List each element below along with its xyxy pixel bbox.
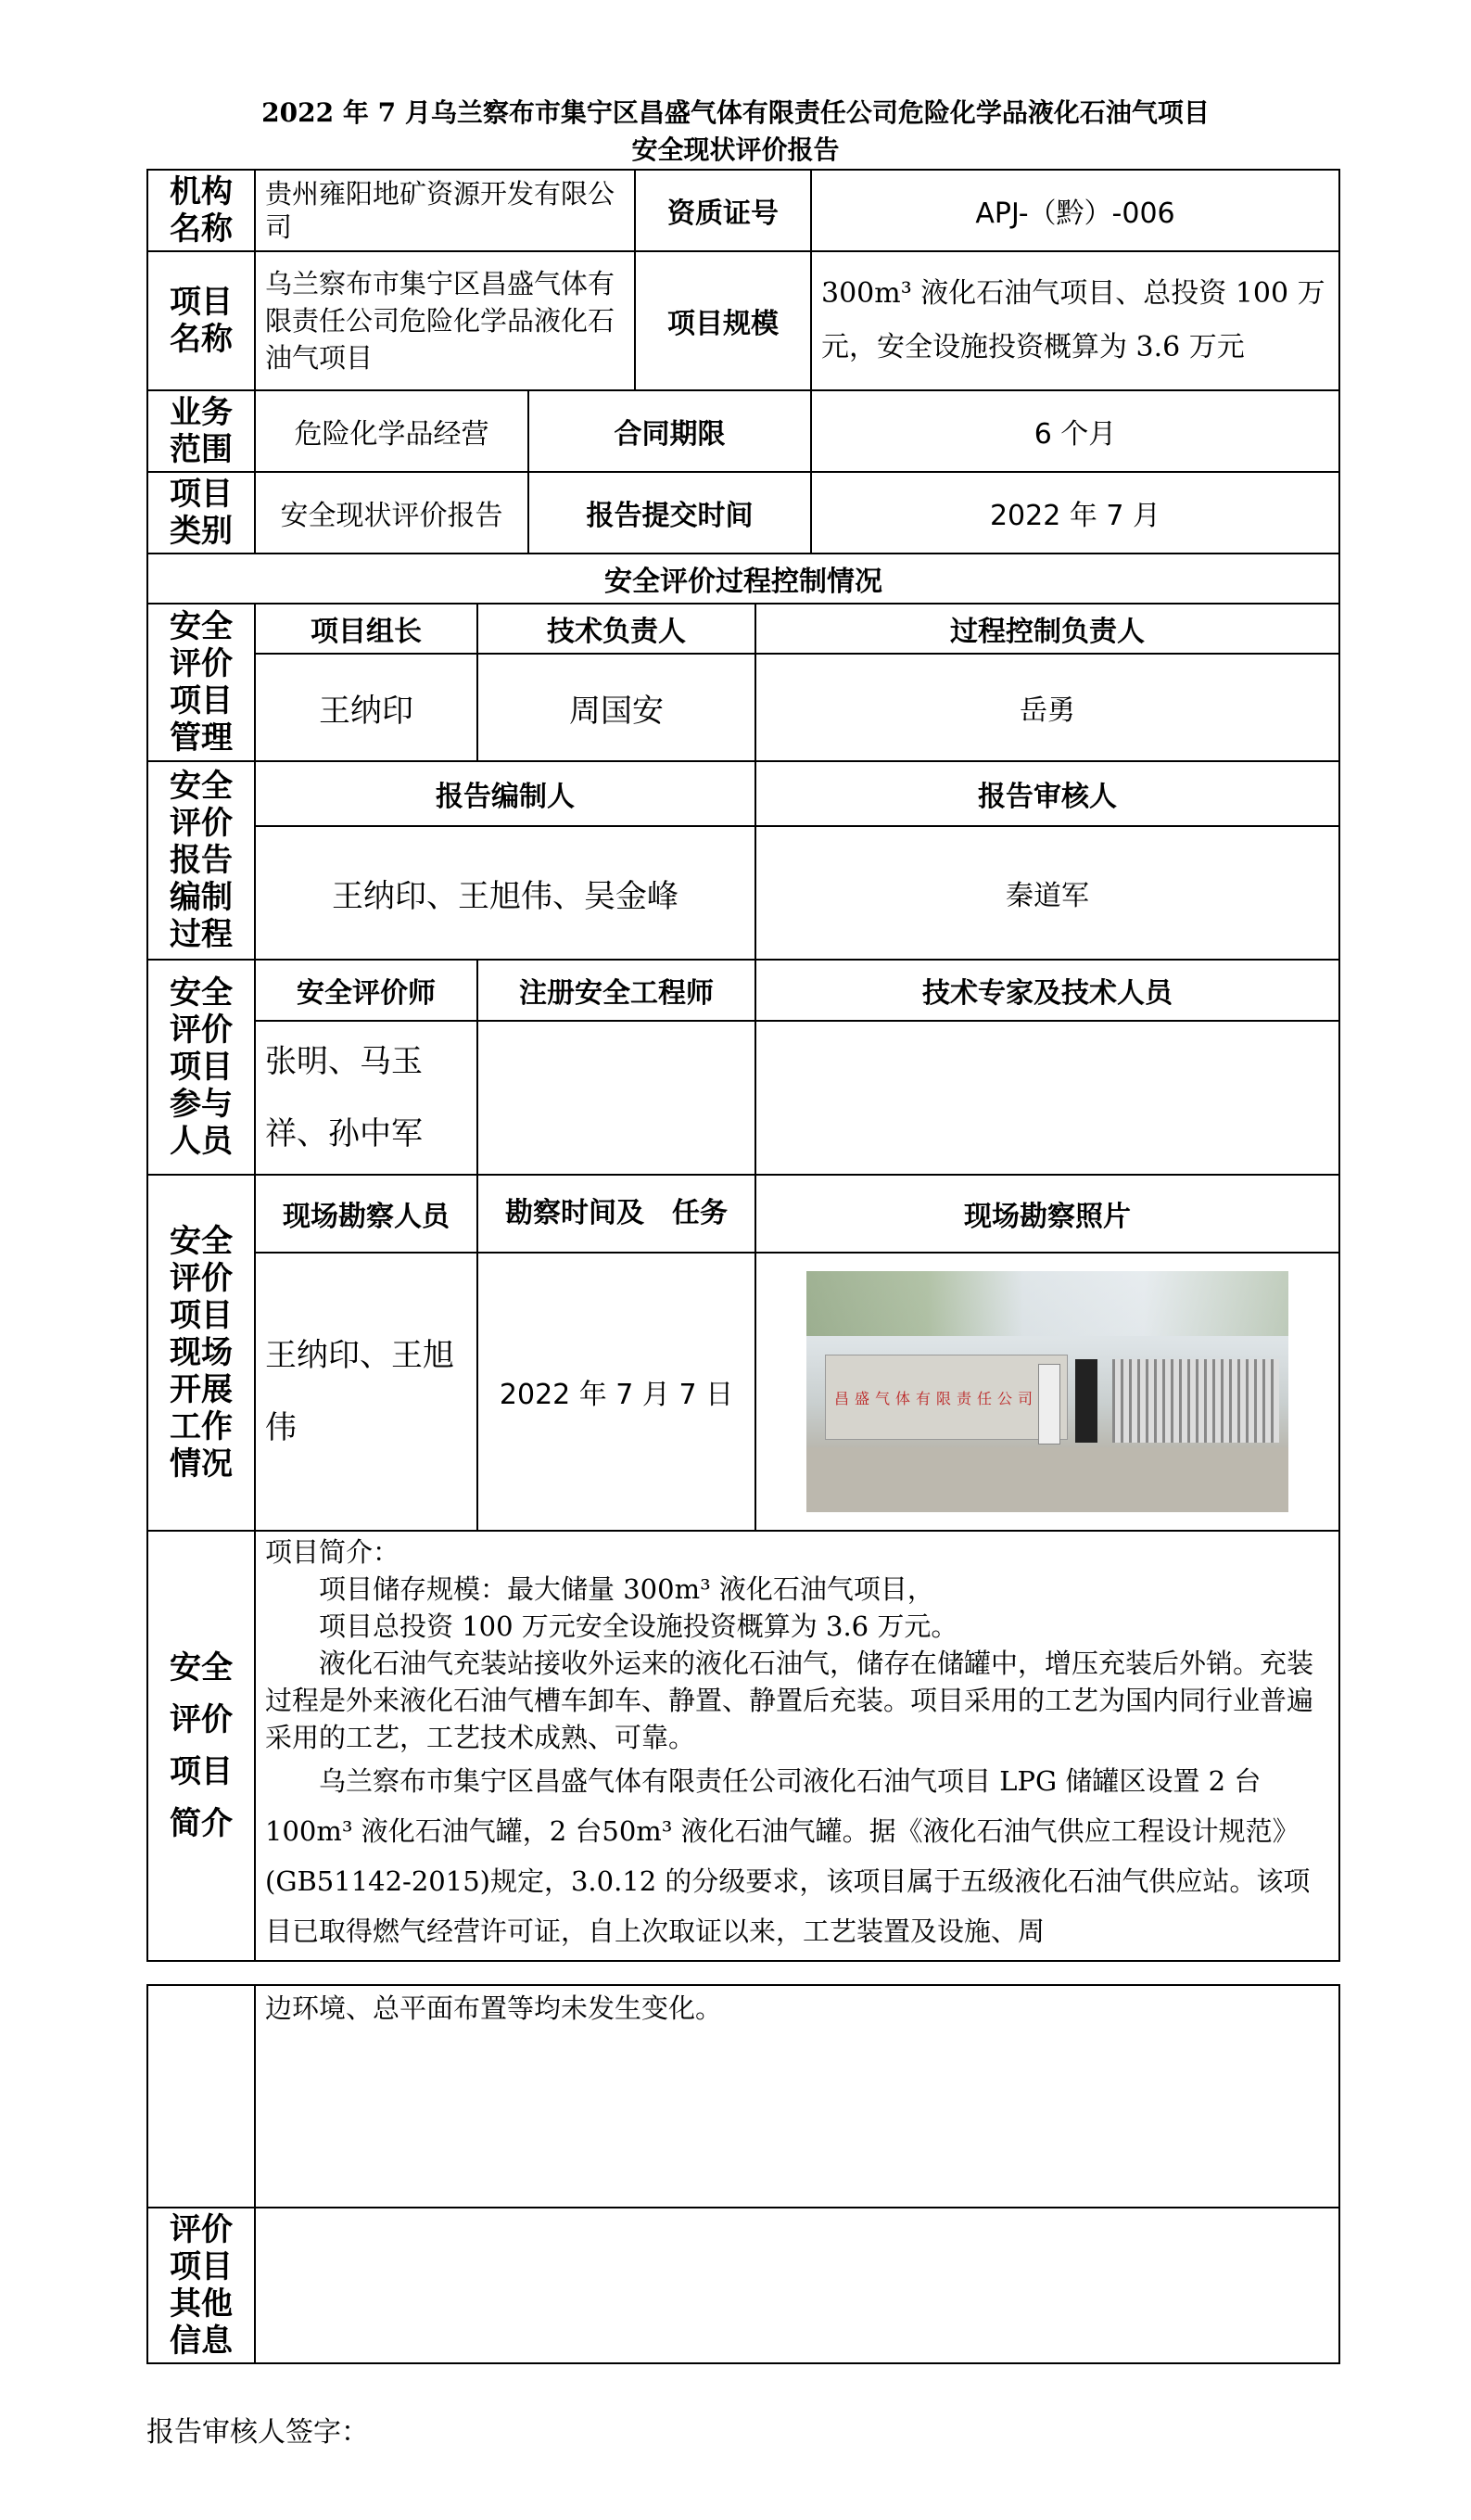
main-table	[146, 169, 1340, 1962]
evaluators-value: 张明、马玉祥、孙中军	[255, 1021, 477, 1175]
staff-label: 安全 评价 项目 参与 人员	[147, 960, 255, 1175]
cat-label: 项目 类别	[147, 472, 255, 554]
site-label: 安全 评价 项目 现场 开展 工作 情况	[147, 1175, 255, 1531]
intro-p5: 边环境、总平面布置等均未发生变化。	[265, 1992, 723, 2024]
leader-header: 项目组长	[255, 604, 477, 654]
proj-label: 项目 名称	[147, 251, 255, 390]
intro-p2: 项目总投资 100 万元安全设施投资概算为 3.6 万元。	[319, 1610, 958, 1642]
intro-p1: 项目储存规模：最大储量 300m³ 液化石油气项目，	[319, 1573, 934, 1605]
biz-label: 业务 范围	[147, 390, 255, 472]
ctrl-value: 岳勇	[755, 654, 1339, 761]
evaluator-header: 安全评价师	[255, 960, 477, 1021]
intro-cont-content	[255, 1985, 1339, 2208]
other-value	[255, 2208, 1339, 2363]
photo-cell	[755, 1253, 1339, 1531]
photo-sign: 昌盛气体有限责任公司	[834, 1390, 1039, 1407]
biz-value: 危险化学品经营	[255, 390, 528, 472]
submit-label: 报告提交时间	[528, 472, 811, 554]
intro-content	[255, 1531, 1339, 1961]
reviewer-signature-label: 报告审核人签字：	[146, 2416, 369, 2449]
qual-value: APJ-（黔）-006	[811, 170, 1339, 251]
intro-cont-label	[147, 1985, 255, 2208]
contract-label: 合同期限	[528, 390, 811, 472]
scale-value: 300m³ 液化石油气项目、总投资 100 万元，安全设施投资概算为 3.6 万元	[811, 251, 1339, 390]
compilers-value: 王纳印、王旭伟、吴金峰	[255, 826, 755, 960]
site-photo	[806, 1271, 1288, 1512]
intro-p3: 液化石油气充装站接收外运来的液化石油气，储存在储罐中，增压充装后外销。充装过程是外来液化石油气槽车卸车、静置、静置后充装。项目采用的工艺为国内同行业普遍采用的工艺，工艺技术成熟、可靠。	[265, 1648, 1314, 1753]
ctrl-header: 过程控制负责人	[755, 604, 1339, 654]
intro-p4: 乌兰察布市集宁区昌盛气体有限责任公司液化石油气项目 LPG 储罐区设置 2 台100m³ 液化石油气罐，2 台50m³ 液化石油气罐。据《液化石油气供应工程设计规范》(GB51142-2015)规定，3.0.12 的分级要求，该项目属于五级液化石油气供应站。该项目已取得燃气经营许可证，自上次取证以来，工艺装置及设施、周	[265, 1765, 1311, 1947]
org-label: 机构 名称	[147, 170, 255, 251]
compile-label: 安全 评价 报告 编制 过程	[147, 761, 255, 960]
tech-header: 技术负责人	[477, 604, 755, 654]
qual-label: 资质证号	[635, 170, 811, 251]
leader-value: 王纳印	[255, 654, 477, 761]
continuation-table	[146, 1984, 1340, 2364]
org-value: 贵州雍阳地矿资源开发有限公司	[255, 170, 635, 251]
scale-label: 项目规模	[635, 251, 811, 390]
photo-header: 现场勘察照片	[755, 1175, 1339, 1253]
engineer-header: 注册安全工程师	[477, 960, 755, 1021]
other-label: 评价 项目 其他 信息	[147, 2208, 255, 2363]
proj-value: 乌兰察布市集宁区昌盛气体有限责任公司危险化学品液化石油气项目	[255, 251, 635, 390]
compiler-header: 报告编制人	[255, 761, 755, 826]
tech-value: 周国安	[477, 654, 755, 761]
surveyors-value: 王纳印、王旭伟	[255, 1253, 477, 1531]
survey-time-header: 勘察时间及 任务	[477, 1175, 755, 1253]
mgmt-label: 安全 评价 项目 管理	[147, 604, 255, 761]
process-section-title: 安全评价过程控制情况	[147, 554, 1339, 604]
reviewer-value: 秦道军	[755, 826, 1339, 960]
doc-title-line1: 2022 年 7 月乌兰察布市集宁区昌盛气体有限责任公司危险化学品液化石油气项目	[261, 97, 1210, 128]
engineer-value	[477, 1021, 755, 1175]
intro-label: 安全 评价 项目 简介	[147, 1531, 255, 1961]
contract-value: 6 个月	[811, 390, 1339, 472]
survey-time-value: 2022 年 7 月 7 日	[477, 1253, 755, 1531]
cat-value: 安全现状评价报告	[255, 472, 528, 554]
surveyor-header: 现场勘察人员	[255, 1175, 477, 1253]
doc-title-line2: 安全现状评价报告	[631, 134, 840, 165]
reviewer-header: 报告审核人	[755, 761, 1339, 826]
submit-value: 2022 年 7 月	[811, 472, 1339, 554]
expert-header: 技术专家及技术人员	[755, 960, 1339, 1021]
expert-value	[755, 1021, 1339, 1175]
intro-p0: 项目简介：	[265, 1536, 400, 1568]
